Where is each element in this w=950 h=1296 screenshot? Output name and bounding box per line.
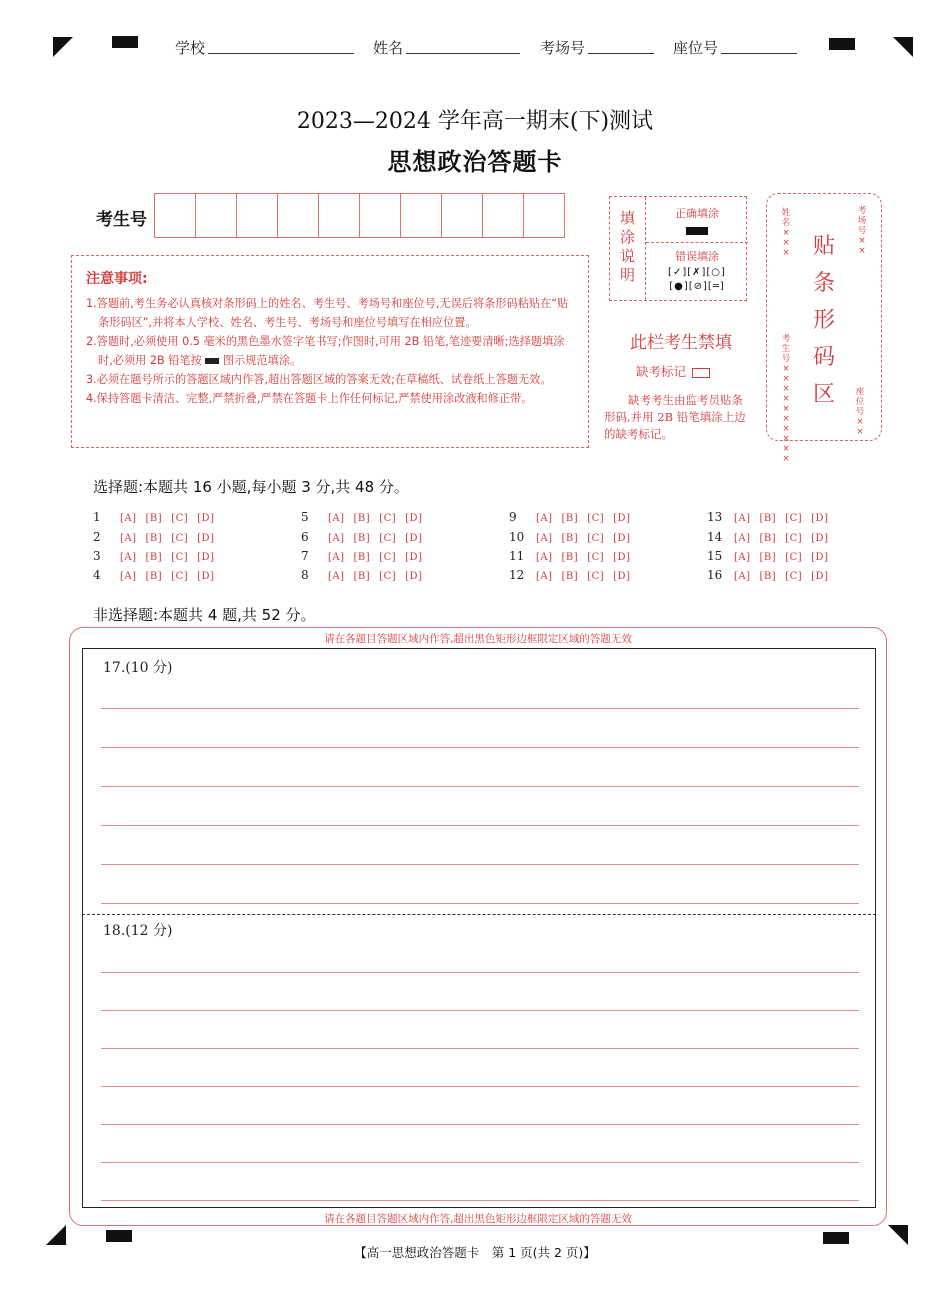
question-number: 5 [301,510,309,524]
choice-bubble-5-2[interactable]: [C] [379,513,397,524]
question-number: 12 [509,568,525,582]
notice-item-2 [86,332,574,370]
school-field[interactable] [208,53,354,54]
choice-bubble-15-2[interactable]: [C] [785,552,803,563]
writing-line[interactable] [101,747,859,748]
filled-mark-icon [686,227,708,235]
question-number: 7 [301,549,309,563]
question-number: 11 [509,549,525,563]
exam-number-digit-box[interactable] [154,193,196,238]
choice-bubble-12-0[interactable]: [A] [536,571,553,582]
barcode-room-text: 考场号×× [857,206,867,256]
wrong-fill-row-1: [✓][✗][○] [668,267,726,278]
choice-bubble-4-0[interactable]: [A] [120,571,137,582]
correct-fill-label: 正确填涂 [675,207,719,220]
writing-line[interactable] [101,825,859,826]
choice-bubble-1-1[interactable]: [B] [145,513,163,524]
choice-question-10 [509,530,630,544]
fill-guide-char: 填 [619,209,635,227]
choice-bubble-12-2[interactable]: [C] [587,571,605,582]
choice-bubble-14-1[interactable]: [B] [759,533,777,544]
choice-bubble-13-1[interactable]: [B] [759,513,777,524]
question-18-label: 18.(12 分) [103,923,173,939]
question-17-label: 17.(10 分) [103,660,173,676]
choice-bubble-3-3[interactable]: [D] [197,552,215,563]
choice-bubble-16-0[interactable]: [A] [734,571,751,582]
writing-line[interactable] [101,903,859,904]
absent-mark [636,362,710,380]
notice-item-2-tail: 图示规范填涂。 [222,354,302,367]
choice-bubble-14-2[interactable]: [C] [785,533,803,544]
choice-bubble-8-2[interactable]: [C] [379,571,397,582]
exam-number-digit-box[interactable] [277,193,319,238]
choice-bubble-7-2[interactable]: [C] [379,552,397,563]
exam-number-boxes [155,193,565,238]
choice-bubble-16-1[interactable]: [B] [759,571,777,582]
wrong-fill-row-2: [●][⊘][═] [669,281,725,292]
choice-bubble-15-3[interactable]: [D] [811,552,829,563]
filled-mark-icon [205,358,219,364]
writing-line[interactable] [101,1162,859,1163]
question-number: 14 [707,530,723,544]
choice-bubble-5-0[interactable]: [A] [328,513,345,524]
barcode-char: 形 [812,308,835,333]
timing-mark [829,38,855,50]
exam-number-digit-box[interactable] [195,193,237,238]
choice-question-16 [707,568,828,582]
notice-item-1: 1.答题前,考生务必认真核对条形码上的姓名、考生号、考场号和座位号,无误后将条形码粘贴在“贴条形码区”,并将本人学校、姓名、考生号、考场号和座位号填写在相应位置。 [86,297,569,329]
exam-number-digit-box[interactable] [441,193,483,238]
choice-bubble-9-3[interactable]: [D] [613,513,631,524]
choice-bubble-7-3[interactable]: [D] [405,552,423,563]
fill-guide-char: 说 [619,247,635,265]
choice-bubble-14-3[interactable]: [D] [811,533,829,544]
choice-bubble-1-3[interactable]: [D] [197,513,215,524]
choice-bubble-11-0[interactable]: [A] [536,552,553,563]
choice-bubble-16-2[interactable]: [C] [785,571,803,582]
question-number: 15 [707,549,723,563]
exam-title: 2023—2024 学年高一期末(下)测试 [296,109,654,134]
choice-bubble-7-0[interactable]: [A] [328,552,345,563]
school-label: 学校 [175,39,206,57]
question-number: 10 [509,530,525,544]
absent-mark-label: 缺考标记 [636,364,687,379]
choice-question-14 [707,530,828,544]
choice-bubble-15-1[interactable]: [B] [759,552,777,563]
nonchoice-section-title: 非选择题:本题共 4 题,共 52 分。 [93,606,316,624]
choice-question-2 [93,530,214,544]
question-number: 1 [93,510,101,524]
corner-marker-top-right [893,37,913,57]
exam-number-digit-box[interactable] [236,193,278,238]
question-number: 4 [93,568,101,582]
choice-bubble-3-0[interactable]: [A] [120,552,137,563]
choice-question-9 [509,510,630,524]
choice-bubble-8-1[interactable]: [B] [353,571,371,582]
choice-bubble-10-2[interactable]: [C] [587,533,605,544]
notice-item-3: 3.必须在题号所示的答题区域内作答,超出答题区域的答案无效;在草稿纸、试卷纸上答题无效。 [86,373,552,386]
choice-bubble-4-3[interactable]: [D] [197,571,215,582]
writing-line[interactable] [101,972,859,973]
choice-bubble-3-1[interactable]: [B] [145,552,163,563]
choice-bubble-13-0[interactable]: [A] [734,513,751,524]
wrong-fill-label: 错误填涂 [675,250,719,263]
choice-bubble-9-0[interactable]: [A] [536,513,553,524]
answer-area-warning-top: 请在各题目答题区域内作答,超出黑色矩形边框限定区域的答题无效 [324,633,632,645]
choice-bubble-10-0[interactable]: [A] [536,533,553,544]
choice-question-13 [707,510,828,524]
choice-bubble-4-2[interactable]: [C] [171,571,189,582]
corner-marker-bottom-left [46,1225,66,1245]
barcode-char: 贴 [812,234,835,259]
choice-bubble-2-1[interactable]: [B] [145,533,163,544]
name-label: 姓名 [373,39,404,57]
choice-bubble-12-3[interactable]: [D] [613,571,631,582]
choice-question-1 [93,510,214,524]
absent-note: 缺考考生由监考员贴条形码,并用 2B 铅笔填涂上边的缺考标记。 [604,393,746,441]
writing-line[interactable] [101,786,859,787]
choice-bubble-12-1[interactable]: [B] [561,571,579,582]
barcode-char: 码 [812,345,835,370]
absent-checkbox[interactable] [692,368,710,378]
choice-question-15 [707,549,828,563]
choice-question-4 [93,568,214,582]
question-number: 2 [93,530,101,544]
writing-line[interactable] [101,864,859,865]
wrong-fill-example [646,243,748,292]
question-number: 8 [301,568,309,582]
barcode-char: 条 [812,271,835,296]
choice-bubble-6-2[interactable]: [C] [379,533,397,544]
timing-mark [112,36,138,48]
choice-question-6 [301,530,422,544]
room-field[interactable] [588,53,654,54]
choice-bubble-6-1[interactable]: [B] [353,533,371,544]
question-number: 3 [93,549,101,563]
barcode-student-no-text: 考生号×××××××××× [781,334,791,464]
choice-bubble-15-0[interactable]: [A] [734,552,751,563]
choice-bubble-11-2[interactable]: [C] [587,552,605,563]
choice-bubble-4-1[interactable]: [B] [145,571,163,582]
choice-bubble-3-2[interactable]: [C] [171,552,189,563]
correct-fill-example [646,197,748,243]
writing-line[interactable] [101,1124,859,1125]
notice-title: 注意事项: [86,271,148,287]
notice-item-2-text: 2.答题时,必须使用 0.5 毫米的黑色墨水签字笔书写;作图时,可用 2B 铅笔,笔迹要清晰;选择题填涂时,必须用 2B 铅笔按 [86,335,565,367]
notice-item-4: 4.保持答题卡清洁、完整,严禁折叠,严禁在答题卡上作任何标记,严禁使用涂改液和修正带。 [86,392,533,405]
name-field[interactable] [406,53,520,54]
choice-question-3 [93,549,214,563]
choice-bubble-2-3[interactable]: [D] [197,533,215,544]
question-number: 6 [301,530,309,544]
choice-bubble-2-0[interactable]: [A] [120,533,137,544]
writing-line[interactable] [101,708,859,709]
exam-number-digit-box[interactable] [482,193,524,238]
answer-area-warning-bottom: 请在各题目答题区域内作答,超出黑色矩形边框限定区域的答题无效 [324,1213,632,1225]
choice-bubble-1-0[interactable]: [A] [120,513,137,524]
choice-bubble-13-3[interactable]: [D] [811,513,829,524]
writing-line[interactable] [101,1200,859,1201]
choice-bubble-16-3[interactable]: [D] [811,571,829,582]
question-number: 16 [707,568,723,582]
choice-bubble-11-1[interactable]: [B] [561,552,579,563]
choice-bubble-7-1[interactable]: [B] [353,552,371,563]
choice-bubble-6-0[interactable]: [A] [328,533,345,544]
choice-bubble-8-0[interactable]: [A] [328,571,345,582]
choice-bubble-5-3[interactable]: [D] [405,513,423,524]
choice-bubble-9-1[interactable]: [B] [561,513,579,524]
writing-line[interactable] [101,1048,859,1049]
seat-label: 座位号 [673,39,719,57]
seat-field[interactable] [721,53,797,54]
writing-line[interactable] [101,1010,859,1011]
choice-bubble-9-2[interactable]: [C] [587,513,605,524]
fill-guide-char: 涂 [619,228,635,246]
exam-number-digit-box[interactable] [318,193,360,238]
barcode-name-text: 姓名××× [781,208,791,258]
choice-question-7 [301,549,422,563]
choice-question-11 [509,549,630,563]
fill-guide-vertical-label [610,197,646,300]
exam-number-digit-box[interactable] [400,193,442,238]
card-title: 思想政治答题卡 [387,148,563,176]
notice-box [71,255,589,448]
choice-bubble-1-2[interactable]: [C] [171,513,189,524]
choice-question-8 [301,568,422,582]
question-number: 13 [707,510,723,524]
exam-number-digit-box[interactable] [523,193,565,238]
corner-marker-bottom-right [888,1225,908,1245]
timing-mark [106,1230,132,1242]
choice-section-title: 选择题:本题共 16 小题,每小题 3 分,共 48 分。 [93,478,409,496]
choice-bubble-10-3[interactable]: [D] [613,533,631,544]
choice-question-5 [301,510,422,524]
proctor-only-title: 此栏考生禁填 [630,333,732,353]
barcode-sticker-area [766,193,882,464]
question-divider [82,914,876,915]
corner-marker-top-left [53,37,73,57]
fill-guide-examples [646,197,748,300]
choice-bubble-14-0[interactable]: [A] [734,533,751,544]
choice-bubble-5-1[interactable]: [B] [353,513,371,524]
barcode-main-label [811,228,837,413]
writing-line[interactable] [101,1086,859,1087]
choice-question-12 [509,568,630,582]
choice-bubble-11-3[interactable]: [D] [613,552,631,563]
barcode-char: 区 [812,382,835,407]
choice-bubble-8-3[interactable]: [D] [405,571,423,582]
question-number: 9 [509,510,517,524]
room-label: 考场号 [540,39,586,57]
choice-bubble-13-2[interactable]: [C] [785,513,803,524]
choice-bubble-10-1[interactable]: [B] [561,533,579,544]
barcode-seat-text: 座位号×× [855,387,865,437]
exam-number-label: 考生号 [96,210,147,230]
page-footer: 【高一思想政治答题卡 第 1 页(共 2 页)】 [354,1245,596,1260]
exam-number-digit-box[interactable] [359,193,401,238]
fill-guide-box [609,196,747,301]
choice-bubble-6-3[interactable]: [D] [405,533,423,544]
choice-bubble-2-2[interactable]: [C] [171,533,189,544]
fill-guide-char: 明 [619,266,635,284]
